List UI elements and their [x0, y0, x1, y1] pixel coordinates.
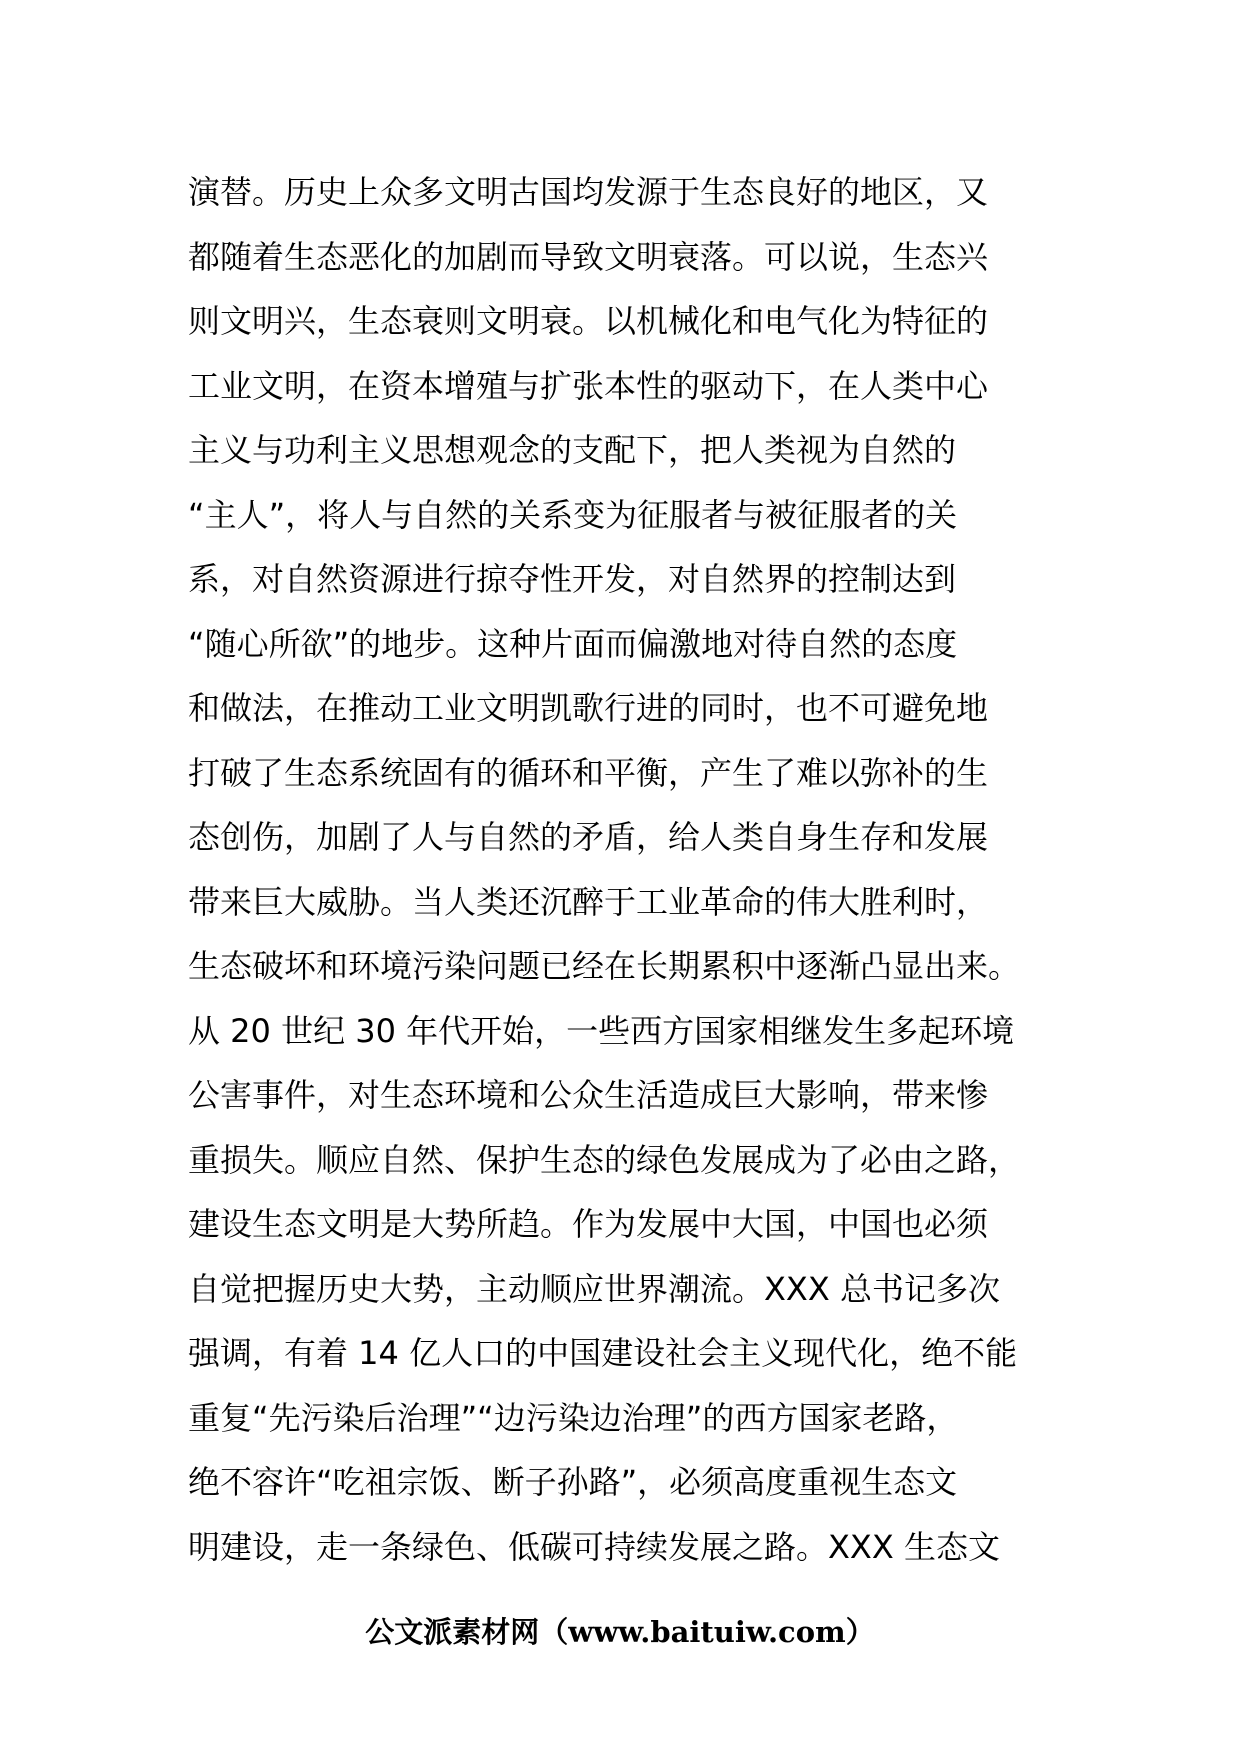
- text-line: 重损失。顺应自然、保护生态的绿色发展成为了必由之路，: [188, 1140, 1021, 1179]
- text-line: 重复“先污染后治理”“边污染边治理”的西方国家老路，: [188, 1398, 959, 1437]
- text-line: 都随着生态恶化的加剧而导致文明衰落。可以说，生态兴: [188, 237, 989, 276]
- text-line: 生态破坏和环境污染问题已经在长期累积中逐渐凸显出来。: [188, 947, 1021, 985]
- text-line: 态创伤，加剧了人与自然的矛盾，给人类自身生存和发展: [188, 818, 989, 856]
- text-line: 建设生态文明是大势所趋。作为发展中大国，中国也必须: [188, 1205, 989, 1243]
- text-line: 系，对自然资源进行掠夺性开发，对自然界的控制达到: [188, 560, 957, 598]
- text-line: 公害事件，对生态环境和公众生活造成巨大影响，带来惨: [188, 1076, 989, 1114]
- text-line: 绝不容许“吃祖宗饭、断子孙路”，必须高度重视生态文: [188, 1463, 958, 1501]
- text-line: “主人”，将人与自然的关系变为征服者与被征服者的关: [188, 495, 958, 534]
- text-line: 工业文明，在资本增殖与扩张本性的驱动下，在人类中心: [188, 366, 989, 405]
- body-text: [188, 160, 1068, 1579]
- text-line: 和做法，在推动工业文明凯歌行进的同时，也不可避免地: [188, 689, 989, 727]
- text-line: 打破了生态系统固有的循环和平衡，产生了难以弥补的生: [188, 753, 989, 792]
- footer-watermark: 公文派素材网（www.baituiw.com）: [365, 1615, 875, 1649]
- text-line: “随心所欲”的地步。这种片面而偏激地对待自然的态度: [188, 624, 958, 663]
- text-line: 自觉把握历史大势，主动顺应世界潮流。XXX 总书记多次: [188, 1269, 1000, 1308]
- text-line: 从 20 世纪 30 年代开始，一些西方国家相继发生多起环境: [188, 1011, 1015, 1050]
- text-line: 演替。历史上众多文明古国均发源于生态良好的地区，又: [188, 173, 989, 211]
- text-line: 带来巨大威胁。当人类还沉醉于工业革命的伟大胜利时，: [188, 882, 989, 921]
- text-line: 主义与功利主义思想观念的支配下，把人类视为自然的: [188, 431, 957, 469]
- text-line: 则文明兴，生态衰则文明衰。以机械化和电气化为特征的: [188, 302, 989, 340]
- text-line: 明建设，走一条绿色、低碳可持续发展之路。XXX 生态文: [188, 1527, 1000, 1566]
- text-line: 强调，有着 14 亿人口的中国建设社会主义现代化，绝不能: [188, 1334, 1018, 1372]
